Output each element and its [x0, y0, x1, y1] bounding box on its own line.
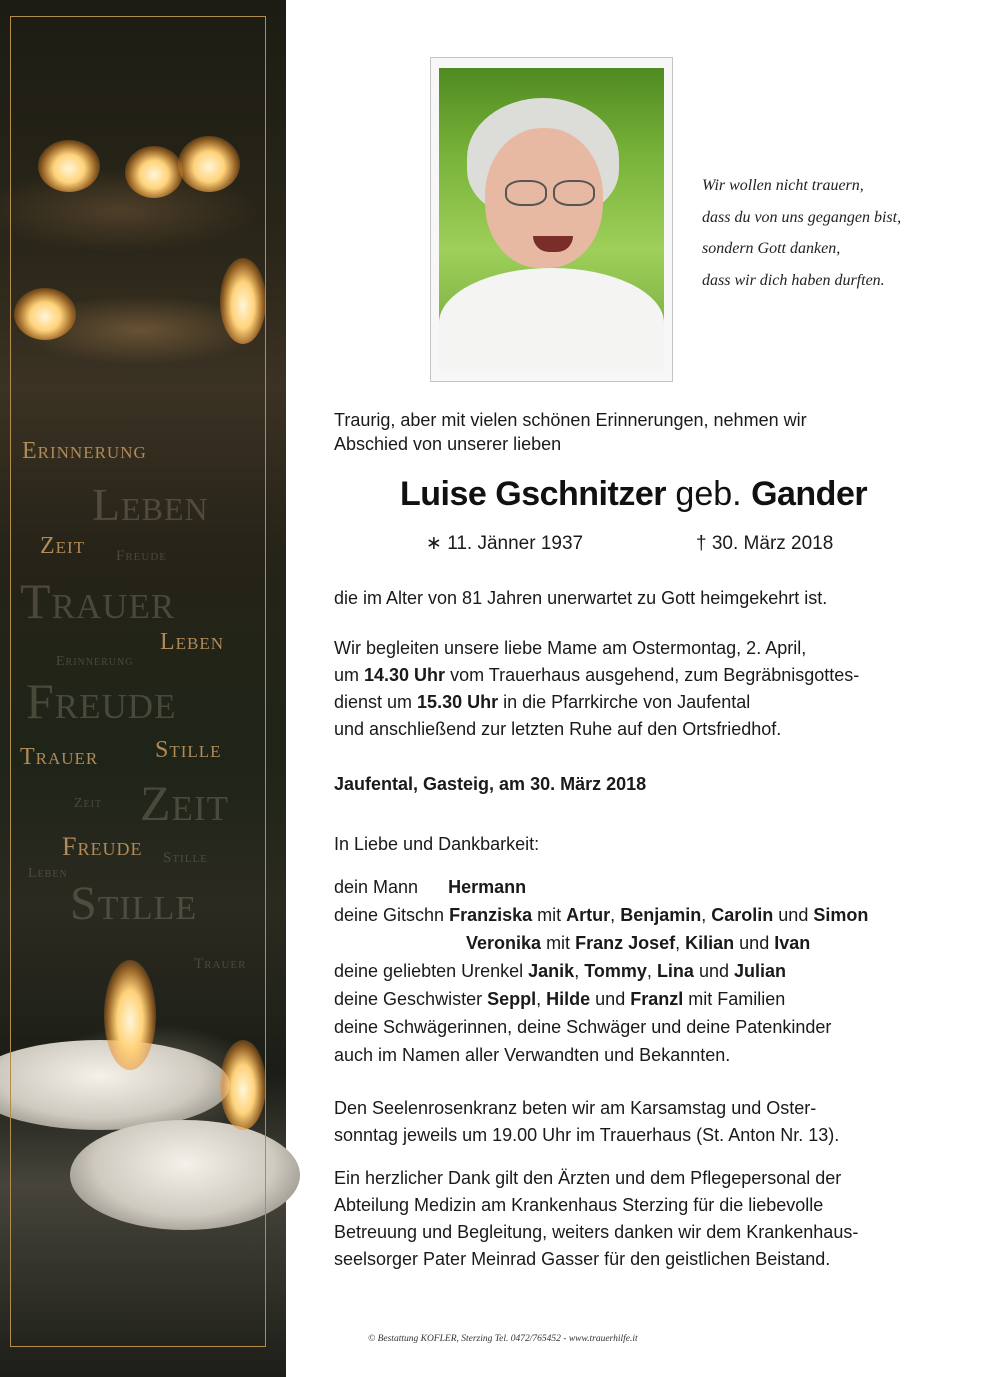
- side-word: Stille: [155, 737, 222, 763]
- verse-line: sondern Gott danken,: [702, 240, 841, 257]
- footer-credit: © Bestattung KOFLER, Sterzing Tel. 0472/765452 - www.trauerhilfe.it: [368, 1334, 638, 1344]
- side-word: Leben: [92, 479, 209, 530]
- rosary-line: Den Seelenrosenkranz beten wir am Karsamstag und Oster-: [334, 1098, 817, 1118]
- memorial-verse: [702, 170, 901, 296]
- death-date: † 30. März 2018: [696, 533, 834, 554]
- thanks-line: Ein herzlicher Dank gilt den Ärzten und dem Pflegepersonal der: [334, 1168, 842, 1188]
- verse-line: dass du von uns gegangen bist,: [702, 208, 902, 226]
- side-word: Freude: [26, 673, 177, 729]
- side-word: Freude: [116, 548, 168, 564]
- side-word: Erinnerung: [56, 654, 134, 669]
- family-line: auch im Namen aller Verwandten und Bekannten.: [334, 1045, 731, 1065]
- thanks-line: seelsorger Pater Meinrad Gasser für den geistlichen Beistand.: [334, 1249, 831, 1269]
- funeral-line: dienst um 15.30 Uhr in die Pfarrkirche von Jaufental: [334, 692, 751, 712]
- family-line: deine Schwägerinnen, deine Schwäger und deine Patenkinder: [334, 1017, 832, 1037]
- family-line: dein Mann Hermann: [334, 877, 527, 897]
- birth-star-icon: ∗: [426, 533, 442, 554]
- intro-line: Traurig, aber mit vielen schönen Erinnerungen, nehmen wir: [334, 410, 807, 430]
- side-word: Leben: [28, 866, 68, 881]
- side-word: Trauer: [194, 956, 247, 972]
- side-word: Zeit: [74, 796, 103, 811]
- thanks-line: Abteilung Medizin am Krankenhaus Sterzing für die liebevolle: [334, 1195, 824, 1215]
- verse-line: dass wir dich haben durften.: [702, 271, 885, 289]
- age-line: die im Alter von 81 Jahren unerwartet zu Gott heimgekehrt ist.: [334, 588, 828, 608]
- thanks-line: Betreuung und Begleitung, weiters danken wir dem Krankenhaus-: [334, 1222, 859, 1242]
- side-word: Zeit: [140, 775, 229, 831]
- name-geb: geb.: [675, 475, 742, 513]
- funeral-line: um 14.30 Uhr vom Trauerhaus ausgehend, zum Begräbnisgottes-: [334, 665, 860, 685]
- gold-frame: [10, 16, 266, 1347]
- decorative-candle-panel: [0, 0, 286, 1377]
- side-word: Freude: [62, 832, 143, 861]
- side-word: Leben: [160, 629, 225, 655]
- family-line: Veronika mit Franz Josef, Kilian und Ivan: [466, 933, 811, 953]
- side-word: Erinnerung: [22, 438, 147, 464]
- side-word: Stille: [70, 877, 198, 930]
- deceased-name: [400, 470, 867, 518]
- death-cross-icon: †: [696, 533, 707, 554]
- side-word: Trauer: [20, 573, 176, 629]
- family-line: deine geliebten Urenkel Janik, Tommy, Lina und Julian: [334, 961, 787, 981]
- place-date: Jaufental, Gasteig, am 30. März 2018: [334, 774, 647, 794]
- name-first: Luise Gschnitzer: [400, 475, 666, 513]
- family-line: deine Gitschn Franziska mit Artur, Benjamin, Carolin und Simon: [334, 905, 869, 925]
- birth-date: ∗ 11. Jänner 1937: [426, 533, 584, 554]
- portrait-photo-frame: [430, 57, 673, 382]
- side-word: Trauer: [20, 744, 99, 770]
- side-word: Zeit: [40, 533, 86, 559]
- name-maiden: Gander: [751, 475, 868, 513]
- funeral-line: Wir begleiten unsere liebe Mame am Ostermontag, 2. April,: [334, 638, 807, 658]
- rosary-line: sonntag jeweils um 19.00 Uhr im Trauerhaus (St. Anton Nr. 13).: [334, 1125, 840, 1145]
- side-word: Stille: [163, 850, 208, 866]
- love-line: In Liebe und Dankbarkeit:: [334, 834, 540, 854]
- portrait-photo: [439, 68, 664, 371]
- intro-line: Abschied von unserer lieben: [334, 434, 562, 454]
- verse-line: Wir wollen nicht trauern,: [702, 177, 864, 194]
- family-line: deine Geschwister Seppl, Hilde und Franzl mit Familien: [334, 989, 786, 1009]
- funeral-line: und anschließend zur letzten Ruhe auf den Ortsfriedhof.: [334, 719, 782, 739]
